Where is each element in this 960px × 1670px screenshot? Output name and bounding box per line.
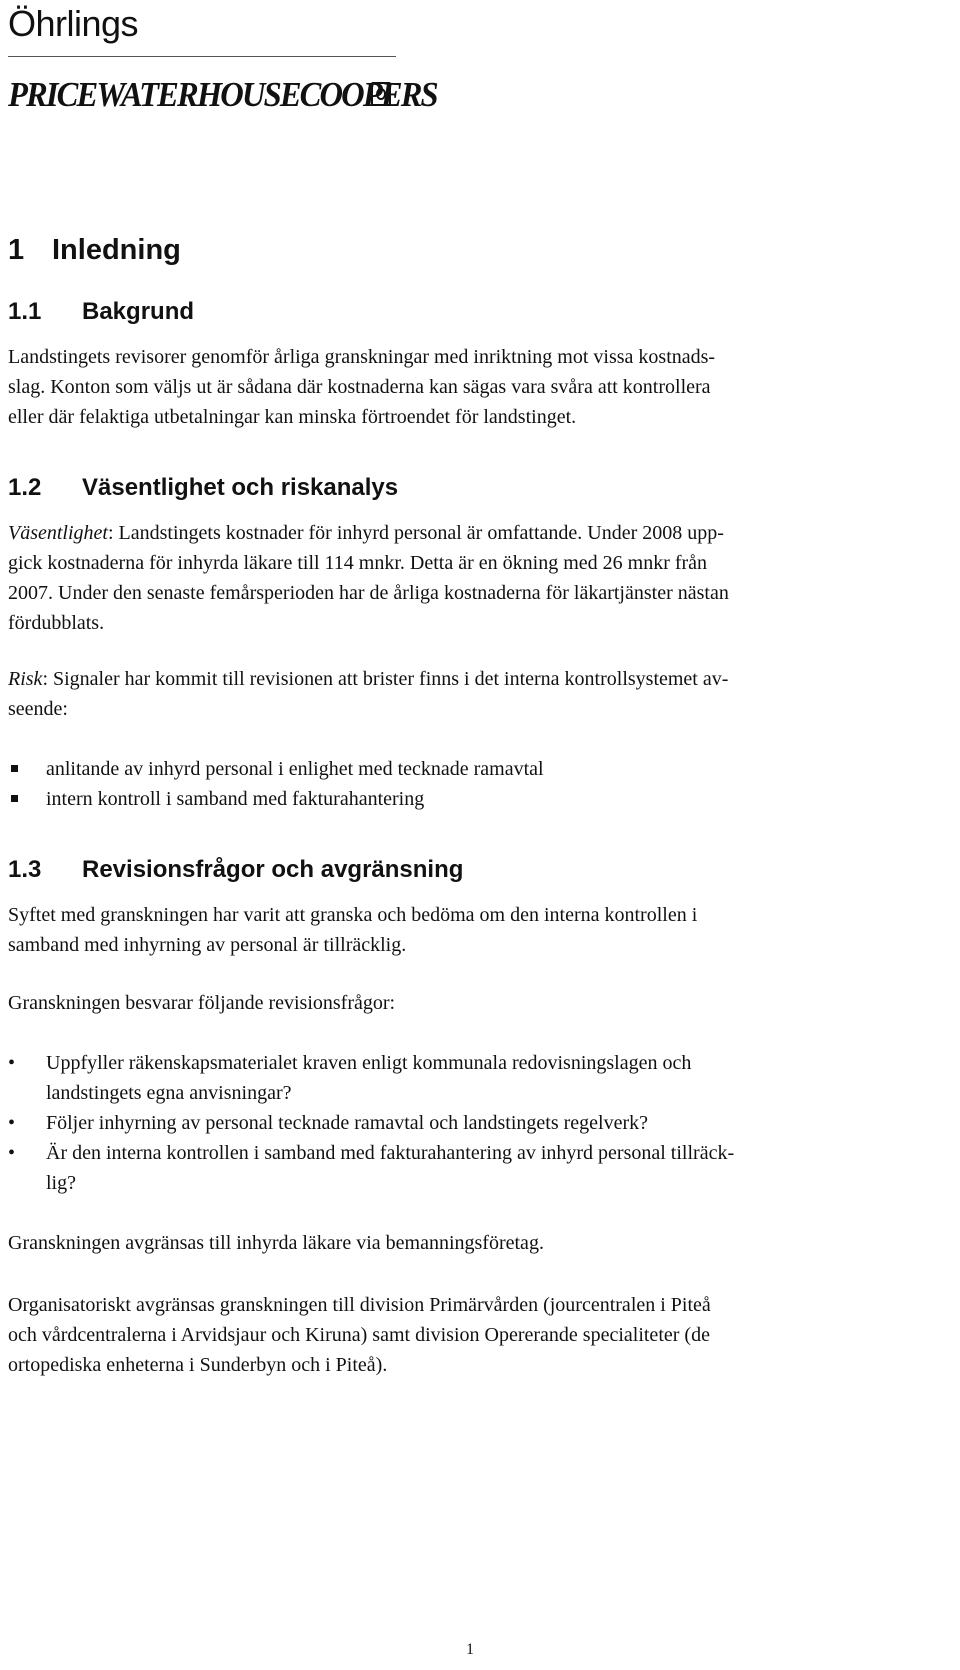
text-line: samband med inhyrning av personal är tillräcklig. xyxy=(8,934,407,956)
section-title: Revisionsfrågor och avgränsning xyxy=(82,856,464,883)
risk-label: Risk xyxy=(8,668,43,690)
text-line: Organisatoriskt avgränsas granskningen till division Primärvården (jourcentralen i Piteå xyxy=(8,1294,711,1316)
text-line: Följer inhyrning av personal tecknade ramavtal och landstingets regelverk? xyxy=(46,1112,649,1134)
text-line: ortopediska enheterna i Sunderbyn och i Piteå). xyxy=(8,1354,388,1376)
text-line: seende: xyxy=(8,698,68,720)
risk-paragraph xyxy=(8,664,950,724)
section-number: 1.3 xyxy=(8,856,42,883)
logo-seal-icon xyxy=(371,82,391,106)
background-paragraph xyxy=(8,342,950,432)
materiality-paragraph xyxy=(8,518,950,638)
risk-bullet-list xyxy=(8,754,950,814)
pwc-logo-text: PRICEWATERHOUSECOOPERS xyxy=(8,75,437,114)
organisation-scope-paragraph xyxy=(8,1290,950,1380)
ohrlings-logo-text: Öhrlings xyxy=(8,3,139,44)
text-line: : Signaler har kommit till revisionen att brister finns i det interna kontrollsystemet av- xyxy=(42,668,729,690)
text-line: 2007. Under den senaste femårsperioden har de årliga kostnaderna för läkartjänster nästan xyxy=(8,582,729,604)
scope-paragraph: Granskningen avgränsas till inhyrda läkare via bemanningsföretag. xyxy=(8,1232,544,1254)
text-line: slag. Konton som väljs ut är sådana där kostnaderna kan sägas vara svåra att kontrollera xyxy=(8,376,711,398)
section-heading-1-1 xyxy=(8,296,194,328)
text-line: och vårdcentralerna i Arvidsjaur och Kiruna) samt division Opererande specialiteter (de xyxy=(8,1324,710,1346)
materiality-label: Väsentlighet xyxy=(8,522,108,544)
list-item: intern kontroll i samband med fakturahantering xyxy=(8,784,950,814)
section-heading-1-2 xyxy=(8,472,398,504)
purpose-paragraph xyxy=(8,900,950,960)
text-line: : Landstingets kostnader för inhyrd personal är omfattande. Under 2008 upp- xyxy=(107,522,724,544)
list-item xyxy=(8,1138,950,1198)
text-line: Är den interna kontrollen i samband med fakturahantering av inhyrd personal tillräck- xyxy=(46,1142,735,1164)
text-line: lig? xyxy=(46,1172,76,1194)
chapter-title: Inledning xyxy=(52,234,181,266)
chapter-number: 1 xyxy=(8,234,25,266)
text-line: gick kostnaderna för inhyrda läkare till 114 mnkr. Detta är en ökning med 26 mnkr från xyxy=(8,552,708,574)
list-item xyxy=(8,1108,950,1138)
section-title: Väsentlighet och riskanalys xyxy=(82,474,399,501)
text-line: fördubblats. xyxy=(8,612,105,634)
section-heading-1-3 xyxy=(8,854,463,886)
pwc-logo xyxy=(8,64,437,120)
questions-intro-paragraph: Granskningen besvarar följande revisionsfrågor: xyxy=(8,992,396,1014)
section-title: Bakgrund xyxy=(82,298,195,325)
section-number: 1.1 xyxy=(8,298,42,325)
chapter-heading xyxy=(8,232,181,268)
logo-divider xyxy=(8,56,396,57)
text-line: Landstingets revisorer genomför årliga granskningar med inriktning mot vissa kostnads- xyxy=(8,346,716,368)
text-line: Syftet med granskningen har varit att granska och bedöma om den interna kontrollen i xyxy=(8,904,698,926)
text-line: eller där felaktiga utbetalningar kan minska förtroendet för landstinget. xyxy=(8,406,577,428)
list-item: anlitande av inhyrd personal i enlighet med tecknade ramavtal xyxy=(8,754,950,784)
text-line: landstingets egna anvisningar? xyxy=(46,1082,292,1104)
page-number: 1 xyxy=(466,1641,474,1658)
audit-questions-list xyxy=(8,1048,950,1198)
text-line: Uppfyller räkenskapsmaterialet kraven enligt kommunala redovisningslagen och xyxy=(46,1052,692,1074)
list-item xyxy=(8,1048,950,1108)
section-number: 1.2 xyxy=(8,474,42,501)
